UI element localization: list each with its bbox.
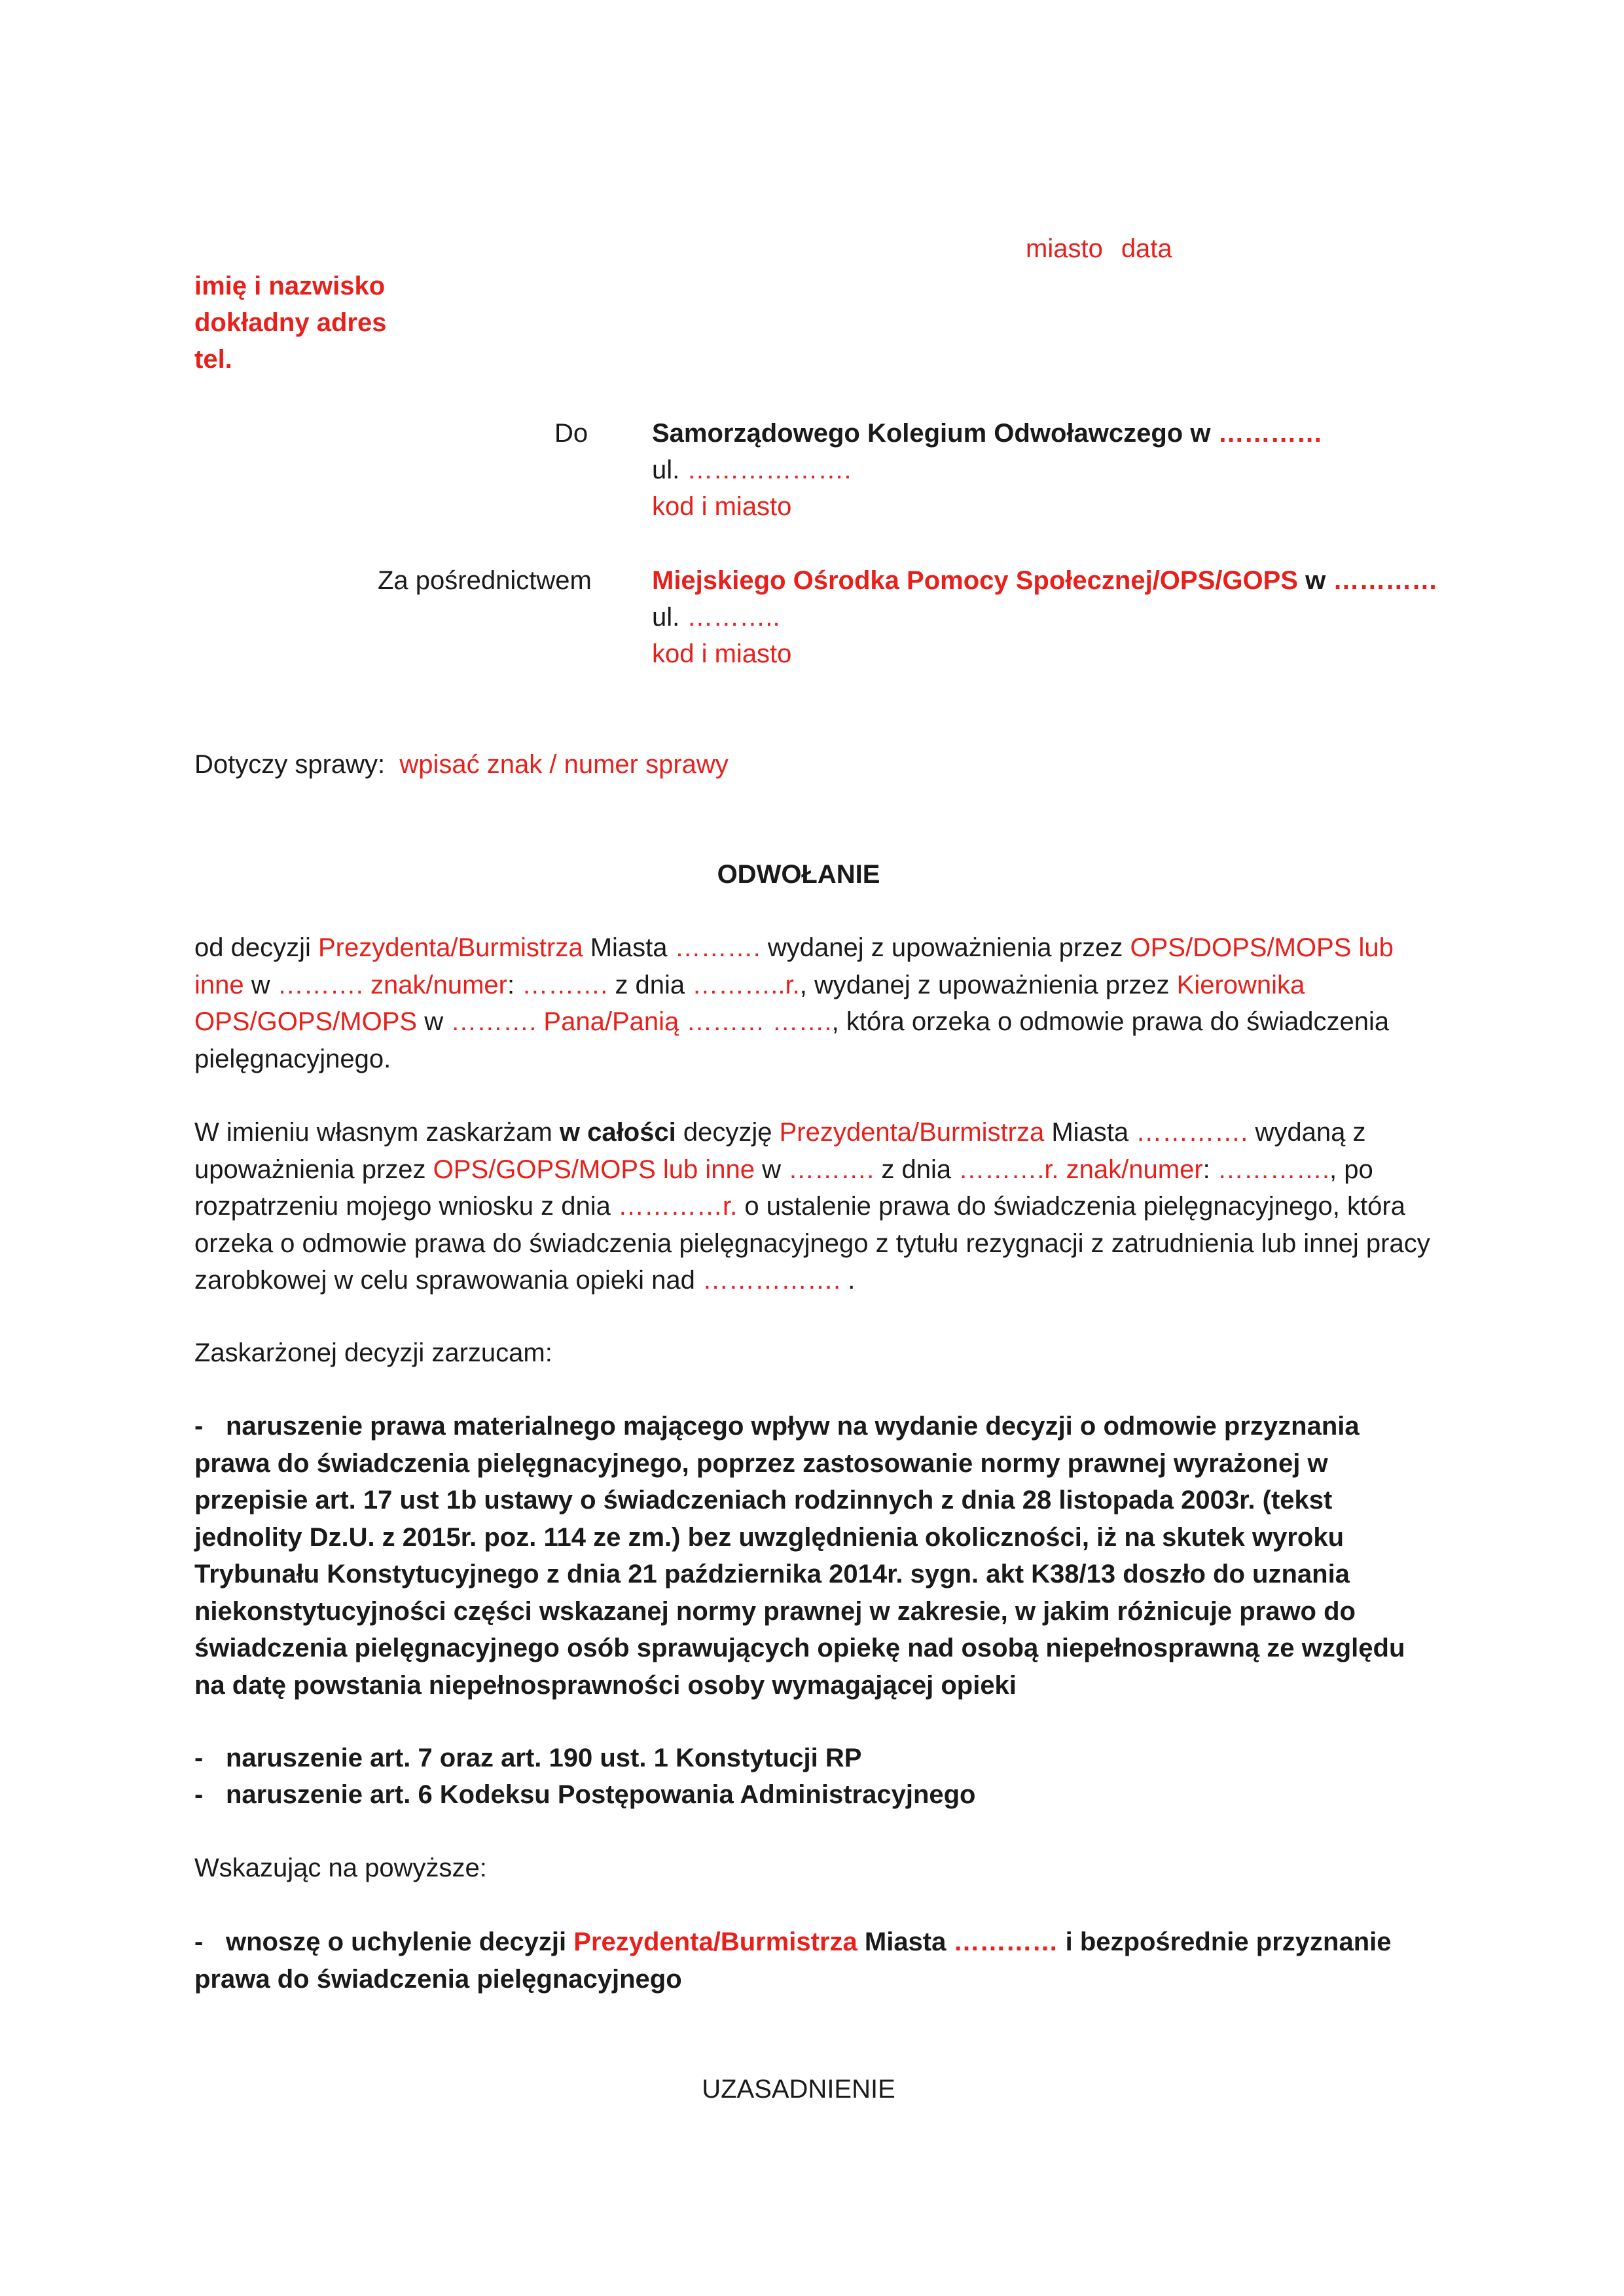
recipient-street-dots: ………………. — [687, 456, 852, 484]
p2-r6: …………. — [1217, 1155, 1329, 1184]
p2-b1: w całości — [559, 1118, 676, 1147]
recipient-postal-city: kod i miasto — [652, 492, 792, 521]
charge-dash: - — [194, 1412, 204, 1441]
p2-r5: ……….r. znak/numer — [958, 1155, 1203, 1184]
charges-intro: Zaskarżonej decyzji zarzucam: — [194, 1338, 552, 1367]
intermediary-street — [652, 599, 780, 636]
charge-dash: - — [194, 1744, 204, 1772]
p2-t6: z dnia — [874, 1155, 959, 1184]
p2-t3: Miasta — [1044, 1118, 1136, 1147]
recipient-name-text: Samorządowego Kolegium Odwoławczego w — [652, 419, 1211, 448]
charge-dash: - — [194, 1780, 204, 1809]
request-t3: i bezpośrednie przyznanie prawa do świadczenia pielęgnacyjnego — [194, 1928, 1392, 1994]
case-value: wpisać znak / numer sprawy — [399, 750, 729, 779]
request-r1: Prezydenta/Burmistrza — [573, 1928, 857, 1956]
to-label: Do — [554, 419, 588, 448]
p2-r1: Prezydenta/Burmistrza — [779, 1118, 1045, 1147]
intermediary-label: Za pośrednictwem — [378, 566, 592, 595]
sender-phone: tel. — [194, 345, 232, 374]
case-label: Dotyczy sprawy: — [194, 750, 386, 779]
p1-t3: wydanej z upoważnienia przez — [760, 933, 1130, 962]
p1-t4: w — [244, 970, 278, 999]
request-t2: Miasta — [857, 1928, 954, 1956]
charge-item-2-text: naruszenie art. 7 oraz art. 190 ust. 1 Konstytucji RP — [226, 1744, 862, 1772]
paragraph-decision — [194, 929, 1438, 1077]
charge-item-2 — [194, 1740, 861, 1776]
request-intro: Wskazując na powyższe: — [194, 1854, 487, 1882]
p1-t7: , wydanej z upoważnienia przez — [799, 970, 1177, 999]
recipient-street — [652, 452, 852, 488]
p1-t6: z dnia — [607, 970, 693, 999]
case-reference — [194, 746, 729, 783]
recipient-name-dots: ………… — [1218, 419, 1323, 448]
p2-r7: …………r. — [618, 1192, 738, 1221]
recipient-street-prefix: ul. — [652, 456, 680, 484]
city-placeholder: miasto — [1026, 234, 1103, 263]
p2-t7: : — [1202, 1155, 1218, 1184]
intermediary-name-dots: ………… — [1333, 566, 1438, 595]
p1-r6: ………..r. — [692, 970, 800, 999]
p1-r5: ………. — [522, 970, 608, 999]
recipient-name — [652, 415, 1323, 452]
place-date — [1026, 230, 1172, 267]
p1-r2: ………. — [674, 933, 761, 962]
p2-t1: W imieniu własnym zaskarżam — [194, 1118, 560, 1147]
charge-item-3-text: naruszenie art. 6 Kodeksu Postępowania Administracyjnego — [226, 1780, 976, 1809]
document-title: ODWOŁANIE — [717, 860, 880, 889]
p2-r4: ………. — [788, 1155, 875, 1184]
intermediary-name — [652, 562, 1437, 599]
p2-r3: OPS/GOPS/MOPS lub inne — [433, 1155, 755, 1184]
charge-item-3 — [194, 1776, 976, 1813]
intermediary-w: w — [1305, 566, 1326, 595]
p1-t8: w — [417, 1007, 451, 1036]
paragraph-appeal — [194, 1114, 1438, 1299]
intermediary-name-text: Miejskiego Ośrodka Pomocy Społecznej/OPS/GOPS — [652, 566, 1298, 595]
sender-address: dokładny adres — [194, 308, 387, 337]
p1-t2: Miasta — [583, 933, 675, 962]
justification-title: UZASADNIENIE — [702, 2075, 895, 2104]
p1-r7: Kierownika OPS/GOPS/MOPS — [194, 970, 1305, 1036]
p1-t5: : — [507, 970, 522, 999]
p1-t1: od decyzji — [194, 933, 318, 962]
p2-t5: w — [754, 1155, 789, 1184]
date-placeholder: data — [1121, 234, 1172, 263]
sender-name: imię i nazwisko — [194, 272, 386, 300]
request-r2: ………… — [953, 1928, 1058, 1956]
p1-t9: , która orzeka o odmowie prawa do świadczenia pielęgnacyjnego. — [194, 1007, 1390, 1073]
request-dash: - — [194, 1928, 204, 1956]
p2-t10: . — [840, 1266, 856, 1295]
charge-item-1 — [194, 1408, 1438, 1704]
p2-r8: ……………. — [702, 1266, 841, 1295]
p2-t9: o ustalenie prawa do świadczenia pielęgnacyjnego, która orzeka o odmowie prawa do świadczenia pielęgnacyjnego z tytułu rezygnacji z zatrudnienia lub innej pracy zarobkowej w celu sprawowania opieki nad — [194, 1192, 1430, 1295]
p2-r2: …………. — [1136, 1118, 1248, 1147]
request-t1: wnoszę o uchylenie decyzji — [226, 1928, 574, 1956]
p1-r3: OPS/DOPS/MOPS lub inne — [194, 933, 1394, 999]
intermediary-street-dots: ……….. — [687, 603, 780, 632]
request-item — [194, 1924, 1438, 1998]
p1-r1: Prezydenta/Burmistrza — [317, 933, 583, 962]
intermediary-street-prefix: ul. — [652, 603, 680, 632]
intermediary-postal-city: kod i miasto — [652, 639, 792, 668]
charge-item-1-text: naruszenie prawa materialnego mającego wpływ na wydanie decyzji o odmowie przyznania prawa do świadczenia pielęgnacyjnego, poprzez zastosowanie normy prawnej wyrażonej w przepisie art. 17 ust 1b ustawy o świadczeniach rodzinnych z dnia 28 listopada 2003r. (tekst jednolity Dz.U. z 2015r. poz. 114 ze zm.) bez uwzględnienia okoliczności, iż na skutek wyroku Trybunału Konstytucyjnego z dnia 21 października 2014r. sygn. akt K38/13 doszło do uznania niekonstytucyjności części wskazanej normy prawnej w zakresie, w jakim różnicuje prawo do świadczenia pielęgnacyjnego osób sprawujących opiekę nad osobą niepełnosprawną ze względu na datę powstania niepełnosprawności osoby wymagającej opieki — [194, 1412, 1405, 1700]
p2-t2: decyzję — [676, 1118, 780, 1147]
p1-r4: ………. znak/numer — [277, 970, 507, 999]
p2-t8: , po rozpatrzeniu mojego wniosku z dnia — [194, 1155, 1373, 1221]
p2-t4: wydaną z upoważnienia przez — [194, 1118, 1366, 1184]
p1-r8: ………. Pana/Panią ……… ……. — [450, 1007, 832, 1036]
